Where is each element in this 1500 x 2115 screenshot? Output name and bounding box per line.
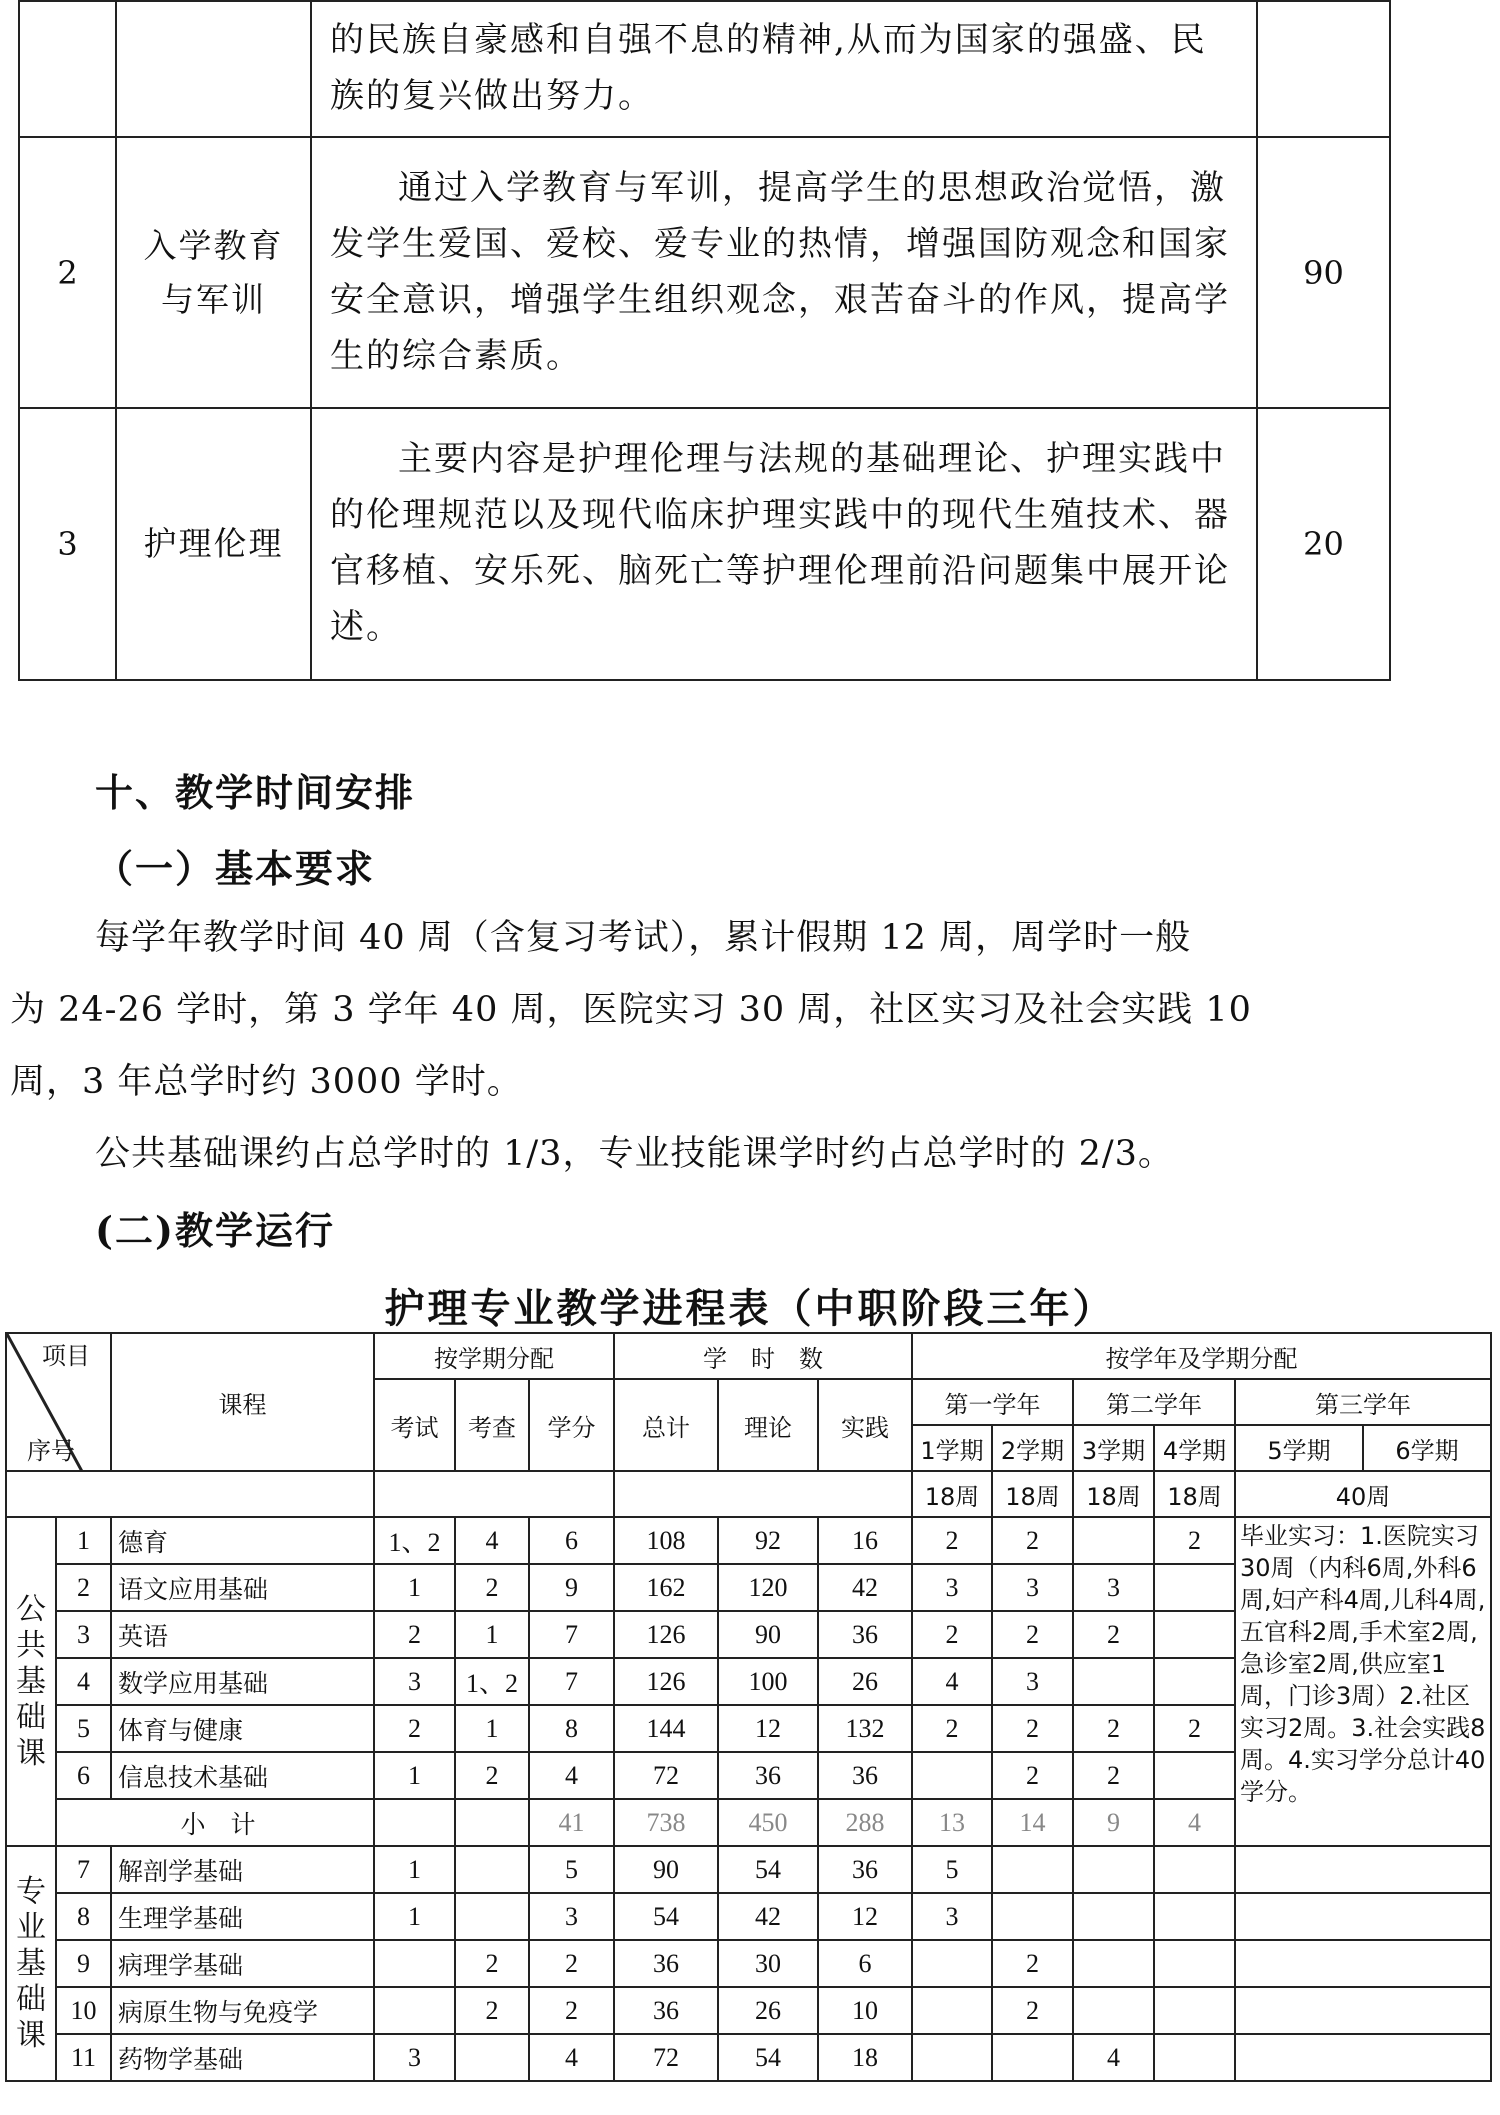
cell-t3: 2 bbox=[1073, 1611, 1154, 1658]
header-weeks-1: 18周 bbox=[912, 1471, 992, 1517]
course-hours bbox=[1257, 1, 1390, 137]
row-number bbox=[19, 1, 116, 137]
course-name: 解剖学基础 bbox=[111, 1846, 374, 1893]
header-by-year: 按学年及学期分配 bbox=[912, 1333, 1491, 1379]
paragraph-line: 每学年教学时间 40 周（含复习考试），累计假期 12 周，周学时一般 bbox=[95, 918, 1192, 958]
cell-t2: 2 bbox=[992, 1752, 1073, 1799]
cell-t4: 2 bbox=[1154, 1517, 1235, 1564]
course-hours: 20 bbox=[1257, 408, 1390, 680]
cell-exam bbox=[374, 1940, 455, 1987]
cell-t2 bbox=[992, 1846, 1073, 1893]
header-total: 总计 bbox=[614, 1379, 718, 1471]
subtotal-t3: 9 bbox=[1073, 1799, 1154, 1846]
empty-cell bbox=[1235, 1987, 1491, 2034]
cell-check: 4 bbox=[455, 1517, 529, 1564]
header-year2: 第二学年 bbox=[1073, 1379, 1235, 1425]
cell-theory: 30 bbox=[718, 1940, 818, 1987]
cell-t1: 4 bbox=[912, 1658, 992, 1705]
cell-theory: 36 bbox=[718, 1752, 818, 1799]
row-number: 8 bbox=[56, 1893, 111, 1940]
cell-practice: 26 bbox=[818, 1658, 912, 1705]
table-caption: 护理专业教学进程表（中职阶段三年） bbox=[384, 1285, 1116, 1332]
header-weeks-56: 40周 bbox=[1235, 1471, 1491, 1517]
cell-t3 bbox=[1073, 1893, 1154, 1940]
table-row bbox=[19, 137, 1390, 408]
cell-credit: 6 bbox=[529, 1517, 614, 1564]
cell-t4 bbox=[1154, 1752, 1235, 1799]
cell-theory: 100 bbox=[718, 1658, 818, 1705]
cell-theory: 92 bbox=[718, 1517, 818, 1564]
cell-practice: 36 bbox=[818, 1752, 912, 1799]
cell-t1 bbox=[912, 1940, 992, 1987]
cell-t3: 3 bbox=[1073, 1564, 1154, 1611]
internship-note: 毕业实习：1.医院实习30周（内科6周,外科6周,妇产科4周,儿科4周,五官科2周,手术室2周,急诊室2周,供应室1周，门诊3周）2.社区实习2周。3.社会实践8周。4.实习学分总计40学分。 bbox=[1235, 1517, 1491, 1846]
header-year3: 第三学年 bbox=[1235, 1379, 1491, 1425]
row-number: 10 bbox=[56, 1987, 111, 2034]
cell-check: 2 bbox=[455, 1564, 529, 1611]
cell-t4: 2 bbox=[1154, 1705, 1235, 1752]
cell-exam: 3 bbox=[374, 2034, 455, 2081]
row-number: 9 bbox=[56, 1940, 111, 1987]
cell-theory: 26 bbox=[718, 1987, 818, 2034]
table-row bbox=[19, 1, 1390, 137]
course-name bbox=[116, 1, 311, 137]
course-hours: 90 bbox=[1257, 137, 1390, 408]
cell-t2: 2 bbox=[992, 1987, 1073, 2034]
cell-total: 36 bbox=[614, 1987, 718, 2034]
cell-t3: 2 bbox=[1073, 1705, 1154, 1752]
corner-header bbox=[6, 1333, 111, 1471]
course-name: 病原生物与免疫学 bbox=[111, 1987, 374, 2034]
cell-exam: 1 bbox=[374, 1564, 455, 1611]
course-name: 病理学基础 bbox=[111, 1940, 374, 1987]
cell-t1: 3 bbox=[912, 1893, 992, 1940]
cell-exam: 2 bbox=[374, 1611, 455, 1658]
cell-theory: 54 bbox=[718, 2034, 818, 2081]
subsection-title: (二)教学运行 bbox=[95, 1208, 335, 1253]
cell-check: 2 bbox=[455, 1987, 529, 2034]
cell-t1: 2 bbox=[912, 1705, 992, 1752]
cell-total: 72 bbox=[614, 1752, 718, 1799]
cell-credit: 5 bbox=[529, 1846, 614, 1893]
course-name: 体育与健康 bbox=[111, 1705, 374, 1752]
cell-theory: 42 bbox=[718, 1893, 818, 1940]
row-number: 6 bbox=[56, 1752, 111, 1799]
header-term-6: 6学期 bbox=[1363, 1425, 1491, 1471]
subtotal-credit: 41 bbox=[529, 1799, 614, 1846]
cell-exam: 1 bbox=[374, 1846, 455, 1893]
course-content: 通过入学教育与军训，提高学生的思想政治觉悟，激 发学生爱国、爱校、爱专业的热情，增强国防观念和国家 安全意识，增强学生组织观念，艰苦奋斗的作风，提高学 生的综合素质。 bbox=[311, 137, 1257, 408]
empty-cell bbox=[374, 1799, 455, 1846]
cell-practice: 10 bbox=[818, 1987, 912, 2034]
cell-practice: 42 bbox=[818, 1564, 912, 1611]
header-course: 课程 bbox=[111, 1333, 374, 1471]
cell-exam bbox=[374, 1987, 455, 2034]
cell-t4 bbox=[1154, 1987, 1235, 2034]
cell-check: 2 bbox=[455, 1752, 529, 1799]
course-content: 的民族自豪感和自强不息的精神,从而为国家的强盛、民 族的复兴做出努力。 bbox=[311, 1, 1257, 137]
row-number: 1 bbox=[56, 1517, 111, 1564]
cell-credit: 2 bbox=[529, 1987, 614, 2034]
cell-t3 bbox=[1073, 1987, 1154, 2034]
cell-credit: 4 bbox=[529, 1752, 614, 1799]
header-check: 考查 bbox=[455, 1379, 529, 1471]
section-title: 十、教学时间安排 bbox=[95, 770, 416, 815]
cell-t1 bbox=[912, 2034, 992, 2081]
header-weeks-3: 18周 bbox=[1073, 1471, 1154, 1517]
cell-t2: 2 bbox=[992, 1705, 1073, 1752]
cell-t4 bbox=[1154, 1611, 1235, 1658]
cell-t4 bbox=[1154, 1893, 1235, 1940]
cell-t1: 2 bbox=[912, 1517, 992, 1564]
header-year1: 第一学年 bbox=[912, 1379, 1073, 1425]
cell-exam: 2 bbox=[374, 1705, 455, 1752]
subtotal-t4: 4 bbox=[1154, 1799, 1235, 1846]
cell-t2: 2 bbox=[992, 1940, 1073, 1987]
header-weeks-2: 18周 bbox=[992, 1471, 1073, 1517]
cell-credit: 3 bbox=[529, 1893, 614, 1940]
header-weeks-4: 18周 bbox=[1154, 1471, 1235, 1517]
row-number: 11 bbox=[56, 2034, 111, 2081]
paragraph-line: 周，3 年总学时约 3000 学时。 bbox=[10, 1062, 523, 1102]
course-name: 药物学基础 bbox=[111, 2034, 374, 2081]
cell-credit: 2 bbox=[529, 1940, 614, 1987]
cell-t3 bbox=[1073, 1846, 1154, 1893]
cell-total: 90 bbox=[614, 1846, 718, 1893]
cell-t4 bbox=[1154, 2034, 1235, 2081]
header-term-5: 5学期 bbox=[1235, 1425, 1363, 1471]
group-label: 专 业 基 础 课 bbox=[6, 1846, 56, 2081]
cell-check: 1 bbox=[455, 1705, 529, 1752]
cell-t2 bbox=[992, 2034, 1073, 2081]
cell-practice: 16 bbox=[818, 1517, 912, 1564]
cell-total: 108 bbox=[614, 1517, 718, 1564]
cell-theory: 54 bbox=[718, 1846, 818, 1893]
cell-check bbox=[455, 2034, 529, 2081]
cell-total: 162 bbox=[614, 1564, 718, 1611]
cell-exam: 1、2 bbox=[374, 1517, 455, 1564]
cell-practice: 36 bbox=[818, 1846, 912, 1893]
cell-exam: 3 bbox=[374, 1658, 455, 1705]
empty-cell bbox=[1235, 1846, 1491, 1893]
table-row bbox=[6, 1517, 1491, 1564]
cell-check bbox=[455, 1846, 529, 1893]
course-name: 生理学基础 bbox=[111, 1893, 374, 1940]
empty-cell bbox=[1235, 1893, 1491, 1940]
table-row bbox=[6, 1940, 1491, 1987]
course-name: 英语 bbox=[111, 1611, 374, 1658]
header-term-2: 2学期 bbox=[992, 1425, 1073, 1471]
table-row bbox=[6, 1893, 1491, 1940]
group-label: 公 共 基 础 课 bbox=[6, 1517, 56, 1846]
course-name: 数学应用基础 bbox=[111, 1658, 374, 1705]
paragraph: 公共基础课约占总学时的 1/3，专业技能课学时约占总学时的 2/3。 bbox=[95, 1134, 1174, 1174]
cell-check bbox=[455, 1893, 529, 1940]
subtotal-label: 小 计 bbox=[56, 1799, 374, 1846]
empty-cell bbox=[1235, 2034, 1491, 2081]
cell-theory: 12 bbox=[718, 1705, 818, 1752]
cell-credit: 7 bbox=[529, 1611, 614, 1658]
cell-t3: 4 bbox=[1073, 2034, 1154, 2081]
course-name: 入学教育 与军训 bbox=[116, 137, 311, 408]
subtotal-t1: 13 bbox=[912, 1799, 992, 1846]
cell-t1: 5 bbox=[912, 1846, 992, 1893]
subtotal-theory: 450 bbox=[718, 1799, 818, 1846]
header-by-term: 按学期分配 bbox=[374, 1333, 614, 1379]
cell-t3: 2 bbox=[1073, 1752, 1154, 1799]
subtotal-t2: 14 bbox=[992, 1799, 1073, 1846]
cell-t1: 2 bbox=[912, 1611, 992, 1658]
course-name: 德育 bbox=[111, 1517, 374, 1564]
header-exam: 考试 bbox=[374, 1379, 455, 1471]
header-number: 序号 bbox=[27, 1437, 75, 1465]
row-number: 3 bbox=[56, 1611, 111, 1658]
cell-credit: 4 bbox=[529, 2034, 614, 2081]
table-row bbox=[6, 2034, 1491, 2081]
subtotal-practice: 288 bbox=[818, 1799, 912, 1846]
cell-total: 72 bbox=[614, 2034, 718, 2081]
cell-t1 bbox=[912, 1752, 992, 1799]
header-theory: 理论 bbox=[718, 1379, 818, 1471]
cell-credit: 8 bbox=[529, 1705, 614, 1752]
course-name: 护理伦理 bbox=[116, 408, 311, 680]
course-description-table bbox=[18, 0, 1391, 681]
cell-t2: 3 bbox=[992, 1658, 1073, 1705]
table-row bbox=[19, 408, 1390, 680]
teaching-plan-table bbox=[5, 1332, 1492, 2082]
cell-theory: 90 bbox=[718, 1611, 818, 1658]
course-name: 语文应用基础 bbox=[111, 1564, 374, 1611]
cell-check: 2 bbox=[455, 1940, 529, 1987]
cell-exam: 1 bbox=[374, 1752, 455, 1799]
cell-total: 126 bbox=[614, 1658, 718, 1705]
header-term-4: 4学期 bbox=[1154, 1425, 1235, 1471]
empty-cell bbox=[455, 1799, 529, 1846]
cell-t1 bbox=[912, 1987, 992, 2034]
row-number: 2 bbox=[56, 1564, 111, 1611]
cell-t3 bbox=[1073, 1940, 1154, 1987]
cell-t2: 2 bbox=[992, 1517, 1073, 1564]
cell-total: 144 bbox=[614, 1705, 718, 1752]
header-item: 项目 bbox=[42, 1342, 90, 1370]
cell-t3 bbox=[1073, 1517, 1154, 1564]
cell-practice: 6 bbox=[818, 1940, 912, 1987]
row-number: 7 bbox=[56, 1846, 111, 1893]
header-term-1: 1学期 bbox=[912, 1425, 992, 1471]
cell-credit: 9 bbox=[529, 1564, 614, 1611]
cell-t2: 3 bbox=[992, 1564, 1073, 1611]
cell-t4 bbox=[1154, 1564, 1235, 1611]
cell-practice: 132 bbox=[818, 1705, 912, 1752]
course-name: 信息技术基础 bbox=[111, 1752, 374, 1799]
header-hours: 学 时 数 bbox=[614, 1333, 912, 1379]
cell-credit: 7 bbox=[529, 1658, 614, 1705]
cell-t2: 2 bbox=[992, 1611, 1073, 1658]
empty-cell bbox=[1235, 1940, 1491, 1987]
cell-total: 54 bbox=[614, 1893, 718, 1940]
cell-t3 bbox=[1073, 1658, 1154, 1705]
cell-practice: 12 bbox=[818, 1893, 912, 1940]
paragraph-line: 为 24-26 学时，第 3 学年 40 周，医院实习 30 周，社区实习及社会实践 10 bbox=[10, 990, 1252, 1030]
course-content: 主要内容是护理伦理与法规的基础理论、护理实践中 的伦理规范以及现代临床护理实践中的现代生殖技术、器 官移植、安乐死、脑死亡等护理伦理前沿问题集中展开论 述。 bbox=[311, 408, 1257, 680]
subsection-title: （一）基本要求 bbox=[95, 846, 376, 891]
cell-total: 36 bbox=[614, 1940, 718, 1987]
cell-t4 bbox=[1154, 1846, 1235, 1893]
header-term-3: 3学期 bbox=[1073, 1425, 1154, 1471]
header-practice: 实践 bbox=[818, 1379, 912, 1471]
cell-t4 bbox=[1154, 1658, 1235, 1705]
cell-t1: 3 bbox=[912, 1564, 992, 1611]
row-number: 2 bbox=[19, 137, 116, 408]
row-number: 4 bbox=[56, 1658, 111, 1705]
header-credit: 学分 bbox=[529, 1379, 614, 1471]
row-number: 5 bbox=[56, 1705, 111, 1752]
cell-check: 1 bbox=[455, 1611, 529, 1658]
cell-theory: 120 bbox=[718, 1564, 818, 1611]
cell-practice: 36 bbox=[818, 1611, 912, 1658]
cell-exam: 1 bbox=[374, 1893, 455, 1940]
row-number: 3 bbox=[19, 408, 116, 680]
cell-total: 126 bbox=[614, 1611, 718, 1658]
table-row bbox=[6, 1846, 1491, 1893]
cell-t2 bbox=[992, 1893, 1073, 1940]
cell-t4 bbox=[1154, 1940, 1235, 1987]
subtotal-total: 738 bbox=[614, 1799, 718, 1846]
cell-practice: 18 bbox=[818, 2034, 912, 2081]
cell-check: 1、2 bbox=[455, 1658, 529, 1705]
table-row bbox=[6, 1987, 1491, 2034]
